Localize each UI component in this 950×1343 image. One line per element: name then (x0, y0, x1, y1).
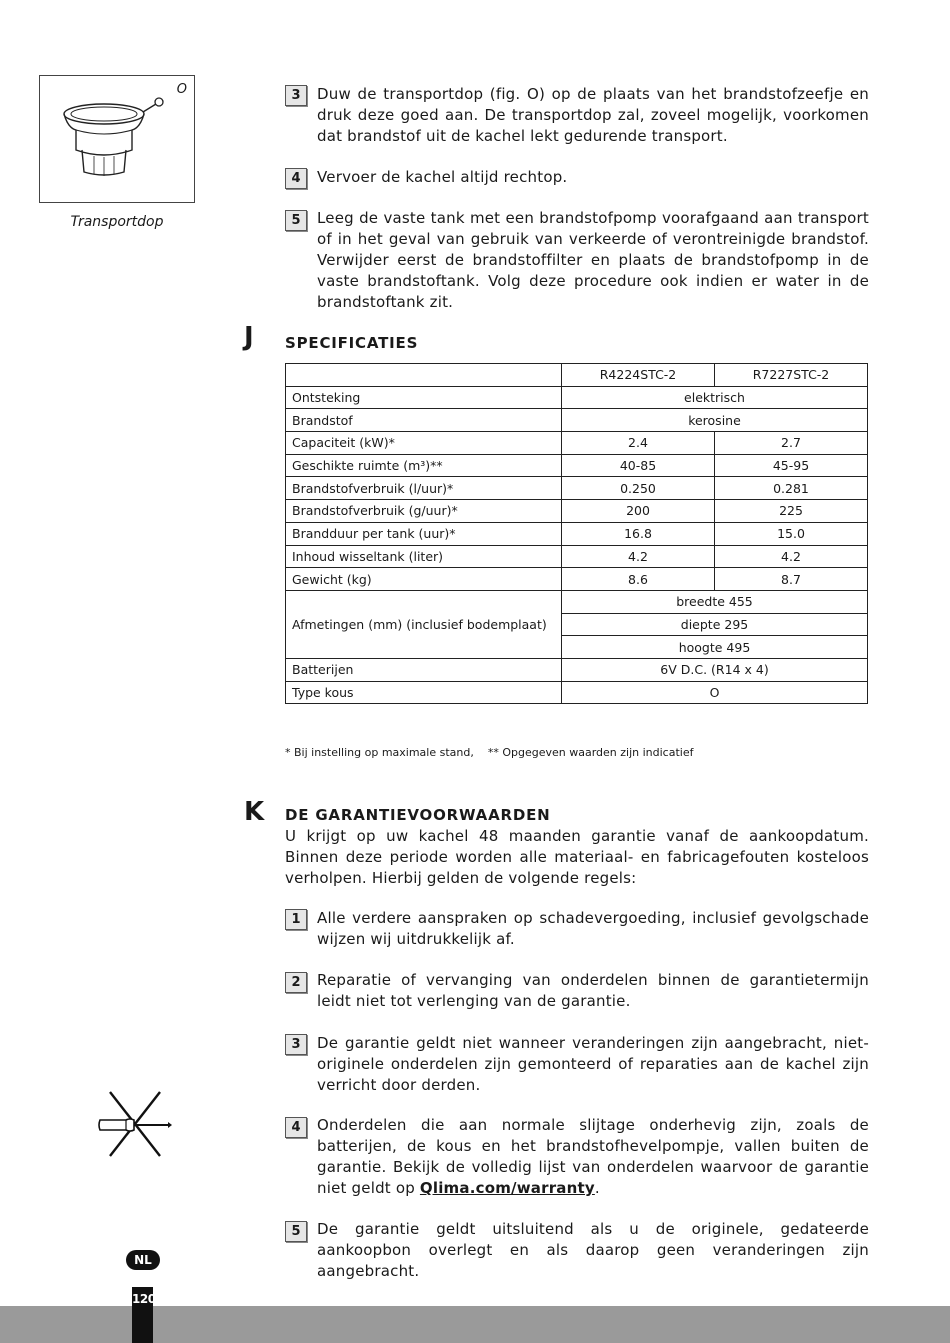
table-row (286, 386, 868, 409)
section-title-specs: SPECIFICATIES (285, 334, 419, 352)
dimension-depth: diepte 295 (562, 613, 868, 636)
row-value: 2.7 (715, 432, 868, 455)
figure-caption: Transportdop (70, 214, 164, 230)
table-row (286, 477, 868, 500)
row-value: elektrisch (562, 386, 868, 409)
item-number: 3 (285, 1034, 307, 1055)
model-header: R4224STC-2 (562, 364, 715, 387)
table-header-row (286, 364, 868, 387)
item-number: 5 (285, 210, 307, 231)
model-header: R7227STC-2 (715, 364, 868, 387)
warranty-item-4-end: . (594, 1179, 600, 1197)
row-label: Afmetingen (mm) (inclusief bodemplaat) (286, 590, 562, 658)
item-number: 3 (285, 85, 307, 106)
table-row (286, 590, 868, 613)
table-row (286, 568, 868, 591)
item-number: 4 (285, 168, 307, 189)
warranty-item-4 (317, 1115, 869, 1199)
dimension-height: hoogte 495 (562, 636, 868, 659)
row-value: kerosine (562, 409, 868, 432)
warranty-item-2: Reparatie of vervanging van onderdelen binnen de garantietermijn leidt niet tot verlenging van de garantie. (317, 971, 869, 1010)
row-value: 200 (562, 500, 715, 523)
row-value: 0.250 (562, 477, 715, 500)
row-label: Batterijen (286, 658, 562, 681)
row-value: 6V D.C. (R14 x 4) (562, 658, 868, 681)
table-row (286, 522, 868, 545)
table-row (286, 454, 868, 477)
table-row (286, 545, 868, 568)
table-footnote: * Bij instelling op maximale stand, ** Opgegeven waarden zijn indicatief (285, 746, 694, 759)
specifications-table (285, 363, 868, 704)
warranty-item-4-text: Onderdelen die aan normale slijtage onderhevig zijn, zoals de batterijen, de kous en het brandstofhevelpompje, vallen buiten de garantie. Bekijk de volledig lijst van onderdelen waarvoor de garantie niet geldt op (317, 1116, 869, 1197)
warranty-link[interactable]: Qlima.com/warranty (419, 1179, 595, 1197)
item-number: 4 (285, 1117, 307, 1138)
section-letter-j: J (244, 322, 254, 352)
row-value: 45-95 (715, 454, 868, 477)
row-label: Type kous (286, 681, 562, 704)
row-value: 40-85 (562, 454, 715, 477)
row-value: 4.2 (562, 545, 715, 568)
row-value: O (562, 681, 868, 704)
figure-label: O (176, 82, 187, 97)
item-number: 5 (285, 1221, 307, 1242)
transport-item-4: Vervoer de kachel altijd rechtop. (317, 168, 568, 186)
page-number-tab (132, 1287, 156, 1343)
table-row (286, 432, 868, 455)
row-value: 0.281 (715, 477, 868, 500)
page-number: 120 (132, 1292, 156, 1306)
row-label: Inhoud wisseltank (liter) (286, 545, 562, 568)
row-value: 2.4 (562, 432, 715, 455)
table-row (286, 658, 868, 681)
row-value: 225 (715, 500, 868, 523)
row-value: 8.6 (562, 568, 715, 591)
language-badge: NL (126, 1250, 160, 1270)
table-row (286, 681, 868, 704)
row-value: 4.2 (715, 545, 868, 568)
figure-transport-cap (39, 75, 195, 203)
item-number: 2 (285, 972, 307, 993)
table-row (286, 500, 868, 523)
row-label: Gewicht (kg) (286, 568, 562, 591)
warranty-item-3: De garantie geldt niet wanneer veranderingen zijn aangebracht, niet-originele onderdelen zijn gemonteerd of reparaties aan de kachel zijn verricht door derden. (317, 1034, 869, 1094)
row-label: Capaciteit (kW)* (286, 432, 562, 455)
row-label: Brandstof (286, 409, 562, 432)
transport-item-3: Duw de transportdop (fig. O) op de plaats van het brandstofzeefje en druk deze goed aan. De transportdop zal, zoveel mogelijk, voorkomen dat brandstof uit de kachel lekt gedurende transport. (317, 85, 869, 145)
row-label: Brandduur per tank (uur)* (286, 522, 562, 545)
row-label: Geschikte ruimte (m³)** (286, 454, 562, 477)
warranty-item-1: Alle verdere aanspraken op schadevergoeding, inclusief gevolgschade wijzen wij uitdrukkelijk af. (317, 909, 869, 948)
row-value: 16.8 (562, 522, 715, 545)
dimension-width: breedte 455 (562, 590, 868, 613)
warranty-item-5: De garantie geldt uitsluitend als u de originele, gedateerde aankoopbon overlegt en als daarop geen veranderingen zijn aangebracht. (317, 1220, 869, 1280)
transport-cap-icon (40, 76, 194, 202)
row-value: 15.0 (715, 522, 868, 545)
transport-item-5: Leeg de vaste tank met een brandstofpomp voorafgaand aan transport of in het geval van gebruik van verkeerde of verontreinigde brandstof. Verwijder eerst de brandstoffilter en plaats de brandstofpomp in de vaste brandstoftank. Volg deze procedure ook indien er water in de brandstoftank zit. (317, 209, 869, 311)
row-label: Brandstofverbruik (l/uur)* (286, 477, 562, 500)
row-value: 8.7 (715, 568, 868, 591)
section-letter-k: K (244, 797, 265, 827)
section-title-warranty: DE GARANTIEVOORWAARDEN (285, 806, 551, 824)
row-label: Brandstofverbruik (g/uur)* (286, 500, 562, 523)
item-number: 1 (285, 909, 307, 930)
table-row (286, 409, 868, 432)
warranty-intro: U krijgt op uw kachel 48 maanden garantie vanaf de aankoopdatum. Binnen deze periode worden alle materiaal- en fabricagefouten kosteloos verholpen. Hierbij gelden de volgende regels: (285, 827, 869, 887)
no-screwdriver-icon (96, 1088, 176, 1160)
row-label: Ontsteking (286, 386, 562, 409)
